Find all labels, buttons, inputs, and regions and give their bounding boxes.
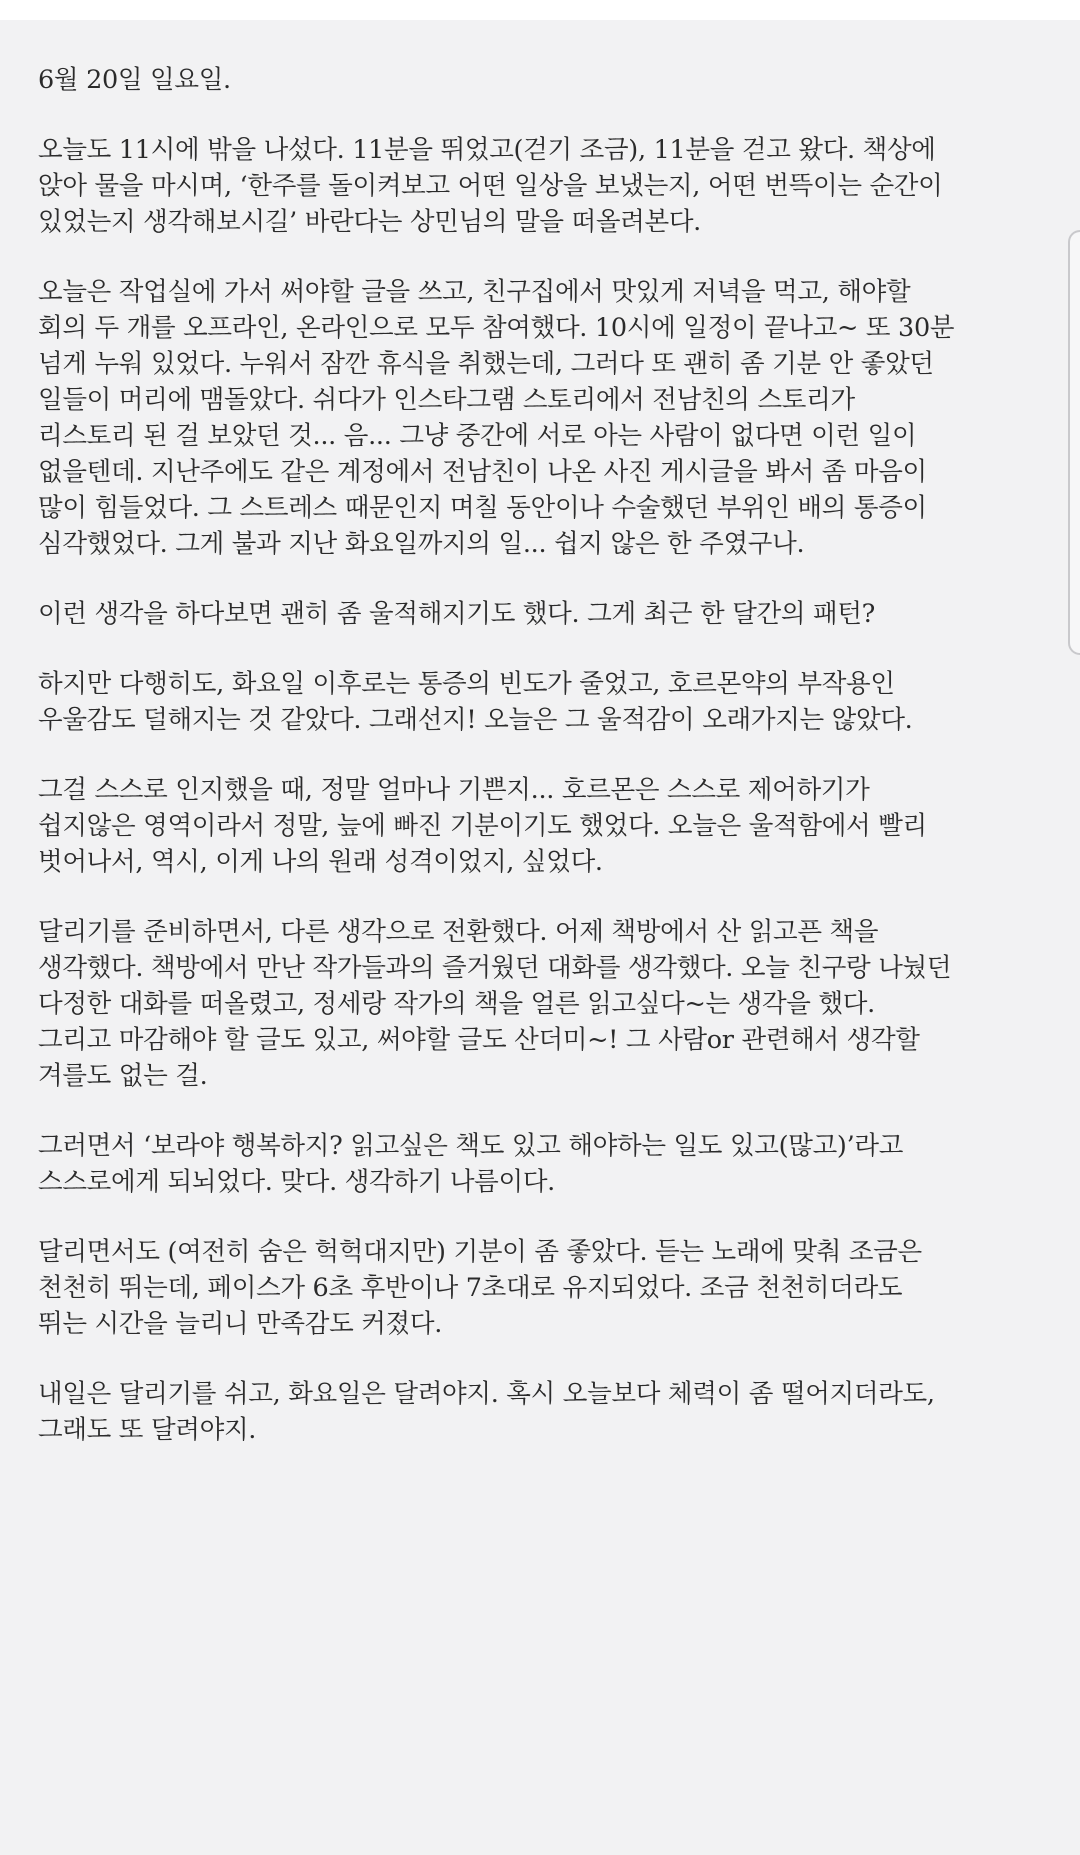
- paragraph-line: 달리기를 준비하면서, 다른 생각으로 전환했다. 어제 책방에서 산 읽고픈 책을: [38, 917, 879, 947]
- paragraph-line: 천천히 뛰는데, 페이스가 6초 후반이나 7초대로 유지되었다. 조금 천천히더라도: [38, 1273, 903, 1303]
- paragraph-line: 그걸 스스로 인지했을 때, 정말 얼마나 기쁜지... 호르몬은 스스로 제어하기가: [38, 775, 870, 805]
- note-paragraph-3: [38, 596, 1048, 632]
- paragraph-line: 심각했었다. 그게 불과 지난 화요일까지의 일... 쉽지 않은 한 주였구나.: [38, 529, 805, 559]
- paragraph-line: 많이 힘들었다. 그 스트레스 때문인지 며칠 동안이나 수술했던 부위인 배의 통증이: [38, 493, 927, 523]
- paragraph-line: 앉아 물을 마시며, ‘한주를 돌이켜보고 어떤 일상을 보냈는지, 어떤 번뜩이는 순간이: [38, 171, 943, 201]
- paragraph-line: 뛰는 시간을 늘리니 만족감도 커졌다.: [38, 1309, 443, 1339]
- paragraph-line: 내일은 달리기를 쉬고, 화요일은 달려야지. 혹시 오늘보다 체력이 좀 떨어지더라도,: [38, 1379, 935, 1409]
- paragraph-line: 그러면서 ‘보라야 행복하지? 읽고싶은 책도 있고 해야하는 일도 있고(많고)’라고: [38, 1131, 904, 1161]
- paragraph-line: 달리면서도 (여전히 숨은 헉헉대지만) 기분이 좀 좋았다. 듣는 노래에 맞춰 조금은: [38, 1237, 922, 1267]
- note-body[interactable]: [38, 62, 1048, 1482]
- status-bar-area: [0, 0, 1080, 20]
- paragraph-line: 오늘은 작업실에 가서 써야할 글을 쓰고, 친구집에서 맛있게 저녁을 먹고, 해야할: [38, 277, 911, 307]
- paragraph-line: 생각했다. 책방에서 만난 작가들과의 즐거웠던 대화를 생각했다. 오늘 친구랑 나눴던: [38, 953, 952, 983]
- paragraph-line: 스스로에게 되뇌었다. 맞다. 생각하기 나름이다.: [38, 1167, 555, 1197]
- note-date-text: 6월 20일 일요일.: [38, 65, 231, 95]
- paragraph-line: 벗어나서, 역시, 이게 나의 원래 성격이었지, 싶었다.: [38, 847, 603, 877]
- edge-panel-handle[interactable]: [1068, 230, 1080, 655]
- note-paragraph-6: [38, 914, 1048, 1094]
- paragraph-line: 그리고 마감해야 할 글도 있고, 써야할 글도 산더미~! 그 사람or 관련해서 생각할: [38, 1025, 920, 1055]
- note-paragraph-1: [38, 132, 1048, 240]
- note-paragraph-5: [38, 772, 1048, 880]
- paragraph-line: 회의 두 개를 오프라인, 온라인으로 모두 참여했다. 10시에 일정이 끝나고~ 또 30분: [38, 313, 955, 343]
- paragraph-line: 이런 생각을 하다보면 괜히 좀 울적해지기도 했다. 그게 최근 한 달간의 패턴?: [38, 599, 876, 629]
- paragraph-line: 있었는지 생각해보시길’ 바란다는 상민님의 말을 떠올려본다.: [38, 207, 701, 237]
- paragraph-line: 쉽지않은 영역이라서 정말, 늪에 빠진 기분이기도 했었다. 오늘은 울적함에서 빨리: [38, 811, 927, 841]
- paragraph-line: 그래도 또 달려야지.: [38, 1415, 257, 1445]
- note-paragraph-7: [38, 1128, 1048, 1200]
- paragraph-line: 우울감도 덜해지는 것 같았다. 그래선지! 오늘은 그 울적감이 오래가지는 않았다.: [38, 705, 913, 735]
- paragraph-line: 다정한 대화를 떠올렸고, 정세랑 작가의 책을 얼른 읽고싶다~는 생각을 했다.: [38, 989, 875, 1019]
- paragraph-line: 없을텐데. 지난주에도 같은 계정에서 전남친이 나온 사진 게시글을 봐서 좀 마음이: [38, 457, 927, 487]
- paragraph-line: 일들이 머리에 맴돌았다. 쉬다가 인스타그램 스토리에서 전남친의 스토리가: [38, 385, 855, 415]
- paragraph-line: 오늘도 11시에 밖을 나섰다. 11분을 뛰었고(걷기 조금), 11분을 걷고 왔다. 책상에: [38, 135, 936, 165]
- paragraph-line: 리스토리 된 걸 보았던 것... 음... 그냥 중간에 서로 아는 사람이 없다면 이런 일이: [38, 421, 917, 451]
- note-date: [38, 62, 1048, 98]
- note-paragraph-9: [38, 1376, 1048, 1448]
- paragraph-line: 넘게 누워 있었다. 누워서 잠깐 휴식을 취했는데, 그러다 또 괜히 좀 기분 안 좋았던: [38, 349, 934, 379]
- paragraph-line: 하지만 다행히도, 화요일 이후로는 통증의 빈도가 줄었고, 호르몬약의 부작용인: [38, 669, 895, 699]
- note-paragraph-2: [38, 274, 1048, 562]
- note-paragraph-8: [38, 1234, 1048, 1342]
- paragraph-line: 겨를도 없는 걸.: [38, 1061, 208, 1091]
- note-paragraph-4: [38, 666, 1048, 738]
